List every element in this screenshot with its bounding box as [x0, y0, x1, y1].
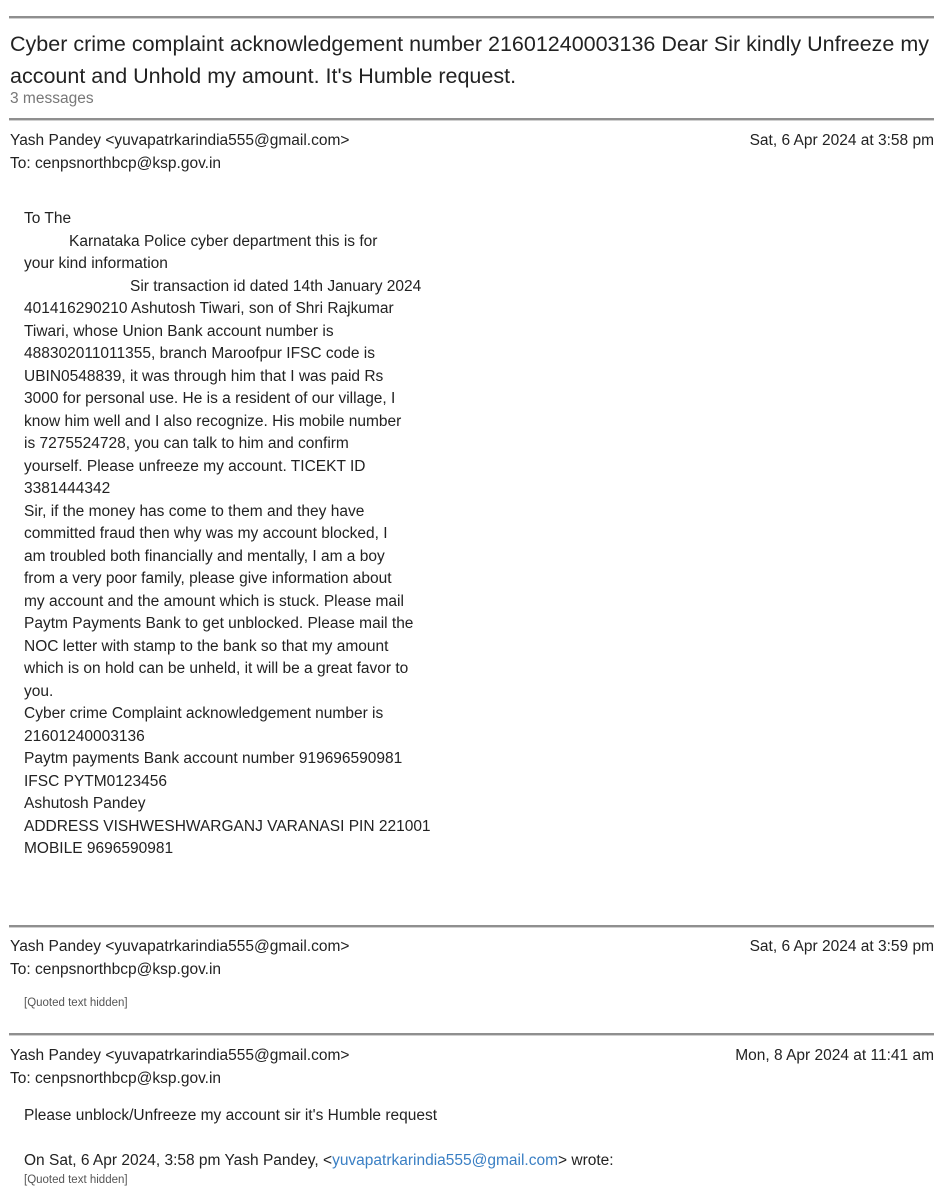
quote-email-link[interactable]: yuvapatrkarindia555@gmail.com	[332, 1152, 559, 1169]
body-line: Cyber crime Complaint acknowledgement number is	[24, 705, 384, 722]
body-line: UBIN0548839, it was through him that I was paid Rs	[24, 367, 384, 385]
body-line: you.	[24, 682, 54, 700]
message-date: Sat, 6 Apr 2024 at 3:59 pm	[749, 938, 934, 955]
body-line: Paytm Payments Bank to get unblocked. Please mail the	[24, 615, 414, 632]
body-line: Sir transaction id dated 14th January 2024	[130, 277, 422, 295]
quote-attribution-suffix: > wrote:	[558, 1152, 614, 1169]
body-line: IFSC PYTM0123456	[24, 772, 168, 790]
body-line: your kind information	[24, 255, 168, 272]
quote-attribution	[24, 1152, 614, 1170]
body-line: 3381444342	[24, 480, 111, 497]
body-line: Karnataka Police cyber department this is for	[69, 232, 378, 250]
message-sender[interactable]: Yash Pandey <yuvapatrkarindia555@gmail.com>	[10, 1047, 350, 1064]
body-line: 3000 for personal use. He is a resident of our village, I	[24, 390, 396, 407]
body-line: 488302011011355, branch Maroofpur IFSC code is	[24, 345, 375, 362]
message-body	[24, 208, 431, 861]
body-line: 401416290210 Ashutosh Tiwari, son of Shri Rajkumar	[24, 300, 394, 317]
body-line: Ashutosh Pandey	[24, 795, 146, 812]
body-line: Sir, if the money has come to them and they have	[24, 502, 365, 520]
message-body: Please unblock/Unfreeze my account sir it's Humble request	[24, 1107, 438, 1124]
message-divider-2	[9, 925, 934, 927]
quoted-text-hidden-link[interactable]: [Quoted text hidden]	[24, 1174, 128, 1186]
body-line: know him well and I also recognize. His mobile number	[24, 412, 402, 430]
message-recipient: To: cenpsnorthbcp@ksp.gov.in	[10, 961, 222, 978]
body-line: yourself. Please unfreeze my account. TICEKT ID	[24, 457, 366, 475]
body-line: committed fraud then why was my account blocked, I	[24, 525, 388, 542]
quoted-text-hidden-link[interactable]: [Quoted text hidden]	[24, 997, 128, 1009]
body-line: NOC letter with stamp to the bank so that my amount	[24, 637, 389, 655]
body-line: which is on hold can be unheld, it will be a great favor to	[24, 660, 409, 677]
body-line: Paytm payments Bank account number 919696590981	[24, 750, 403, 767]
quote-attribution-prefix: On Sat, 6 Apr 2024, 3:58 pm Yash Pandey, <	[24, 1152, 333, 1169]
message-recipient: To: cenpsnorthbcp@ksp.gov.in	[10, 1070, 222, 1087]
body-line: my account and the amount which is stuck. Please mail	[24, 592, 404, 610]
body-line: MOBILE 9696590981	[24, 840, 174, 857]
message-date: Sat, 6 Apr 2024 at 3:58 pm	[749, 132, 934, 149]
body-line: am troubled both financially and mentally, I am a boy	[24, 547, 385, 565]
message-recipient: To: cenpsnorthbcp@ksp.gov.in	[10, 155, 222, 172]
body-line: To The	[24, 210, 72, 227]
body-line: from a very poor family, please give information about	[24, 570, 392, 587]
message-count: 3 messages	[10, 90, 94, 107]
body-line: ADDRESS VISHWESHWARGANJ VARANASI PIN 221001	[24, 817, 431, 835]
body-line: Tiwari, whose Union Bank account number is	[24, 322, 334, 340]
message-date: Mon, 8 Apr 2024 at 11:41 am	[735, 1047, 934, 1064]
message-sender[interactable]: Yash Pandey <yuvapatrkarindia555@gmail.com>	[10, 132, 350, 149]
message-divider-1	[9, 118, 934, 120]
top-divider	[9, 16, 934, 18]
thread-subject: Cyber crime complaint acknowledgement number 21601240003136 Dear Sir kindly Unfreeze my account and Unhold my amount. It's Humble request.	[10, 32, 929, 88]
message-sender[interactable]: Yash Pandey <yuvapatrkarindia555@gmail.com>	[10, 938, 350, 955]
message-divider-3	[9, 1033, 934, 1035]
body-line: 21601240003136	[24, 727, 145, 745]
body-line: is 7275524728, you can talk to him and confirm	[24, 435, 349, 452]
